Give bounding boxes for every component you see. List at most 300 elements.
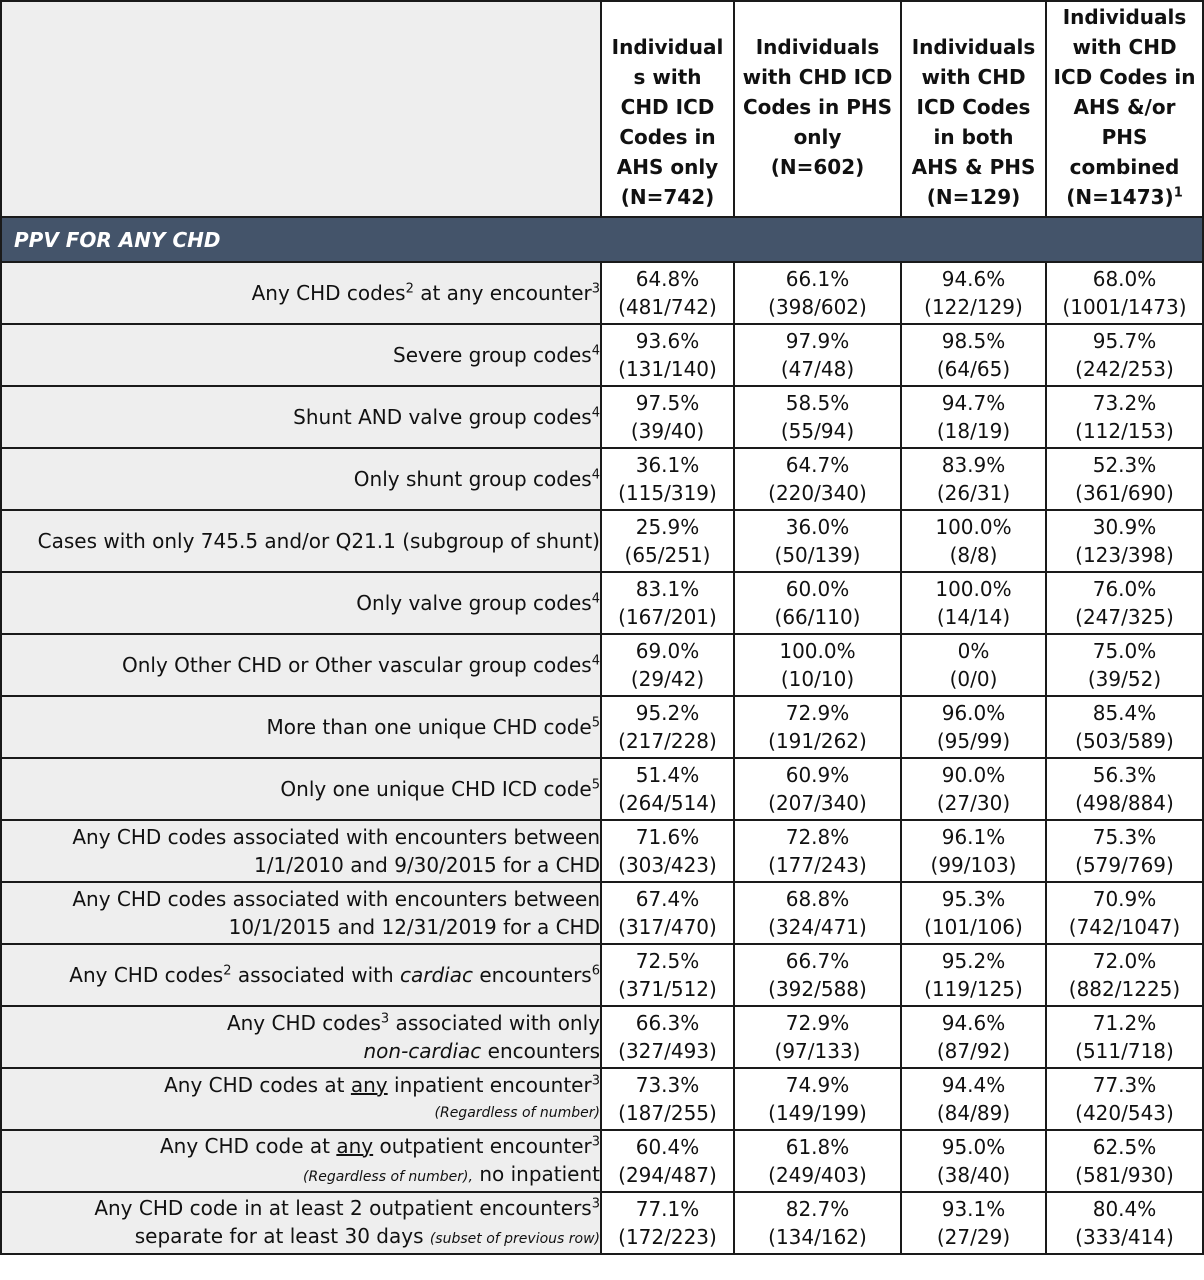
value-cell: [601, 510, 734, 572]
fraction: (327/493): [618, 1039, 717, 1063]
fraction: (177/243): [768, 853, 867, 877]
value-cell: [601, 944, 734, 1006]
percentage: 66.1%: [785, 267, 850, 291]
percentage: 71.6%: [635, 825, 700, 849]
fraction: (39/40): [630, 419, 705, 443]
value-cell: [901, 572, 1046, 634]
label-text: Only one unique CHD ICD code: [280, 777, 592, 801]
value-cell: [901, 820, 1046, 882]
value-cell: [1046, 1130, 1203, 1192]
percentage: 97.5%: [635, 391, 700, 415]
percentage: 69.0%: [635, 639, 700, 663]
percentage: 56.3%: [1092, 763, 1157, 787]
fraction: (38/40): [936, 1163, 1011, 1187]
value-cell: [1046, 1192, 1203, 1254]
fraction: (47/48): [780, 357, 855, 381]
value-cell: [601, 820, 734, 882]
value-cell: [901, 1130, 1046, 1192]
percentage: 75.3%: [1092, 825, 1157, 849]
percentage: 61.8%: [785, 1135, 850, 1159]
percentage: 36.0%: [785, 515, 850, 539]
table-row: [1, 882, 1203, 944]
label-text: no inpatient: [472, 1161, 600, 1186]
header-line: (N=742): [620, 185, 715, 209]
row-label-line: [2, 1132, 600, 1160]
row-label: [1, 944, 601, 1006]
value-cell: [734, 572, 901, 634]
row-label: [1, 696, 601, 758]
fraction: (99/103): [930, 853, 1017, 877]
label-text: Any CHD code in at least 2 outpatient encounters: [94, 1195, 592, 1220]
header-line: ICD Codes in: [1053, 65, 1196, 89]
label-text: Only Other CHD or Other vascular group codes: [122, 653, 592, 677]
row-label-line: [2, 527, 600, 555]
percentage: 94.7%: [941, 391, 1006, 415]
percentage: 60.0%: [785, 577, 850, 601]
fraction: (55/94): [780, 419, 855, 443]
label-italic: cardiac: [400, 963, 473, 987]
row-label-line: [2, 589, 600, 617]
row-label: [1, 1006, 601, 1068]
row-label: [1, 1130, 601, 1192]
footnote-marker: 3: [380, 1011, 390, 1027]
row-label-line: [2, 961, 600, 989]
percentage: 72.8%: [785, 825, 850, 849]
fraction: (371/512): [618, 977, 717, 1001]
value-cell: [734, 882, 901, 944]
fraction: (498/884): [1075, 791, 1174, 815]
value-cell: [734, 820, 901, 882]
label-text: Cases with only 745.5 and/or Q21.1 (subgroup of shunt): [37, 529, 600, 553]
percentage: 58.5%: [785, 391, 850, 415]
value-cell: [734, 758, 901, 820]
fraction: (242/253): [1075, 357, 1174, 381]
footnote-marker: 3: [591, 1133, 600, 1149]
fraction: (398/602): [768, 295, 867, 319]
table-row: [1, 1068, 1203, 1130]
label-note: (subset of previous row): [429, 1230, 600, 1247]
row-label-line: [2, 1222, 600, 1253]
percentage: 83.9%: [941, 453, 1006, 477]
value-cell: [734, 696, 901, 758]
header-line: (N=129): [926, 185, 1021, 209]
fraction: (18/19): [936, 419, 1011, 443]
value-cell: [1046, 448, 1203, 510]
fraction: (65/251): [624, 543, 711, 567]
label-text: encounters: [481, 1039, 600, 1063]
percentage: 97.9%: [785, 329, 850, 353]
fraction: (324/471): [768, 915, 867, 939]
label-text: associated with: [231, 963, 401, 987]
value-cell: [1046, 696, 1203, 758]
percentage: 52.3%: [1092, 453, 1157, 477]
footnote-marker: 3: [591, 1073, 600, 1089]
value-cell: [601, 324, 734, 386]
label-italic: non-cardiac: [363, 1039, 482, 1063]
fraction: (511/718): [1075, 1039, 1174, 1063]
fraction: (303/423): [618, 853, 717, 877]
row-label-line: [2, 403, 600, 431]
row-label-line: [2, 775, 600, 803]
footnote-marker: 5: [591, 715, 600, 731]
header-line: (N=602): [770, 155, 865, 179]
header-ahs-and-phs: [901, 1, 1046, 217]
percentage: 93.6%: [635, 329, 700, 353]
header-line: with CHD ICD: [742, 65, 893, 89]
percentage: 85.4%: [1092, 701, 1157, 725]
value-cell: [901, 262, 1046, 324]
fraction: (123/398): [1075, 543, 1174, 567]
label-text: 1/1/2010 and 9/30/2015 for a CHD: [254, 853, 600, 877]
value-cell: [601, 262, 734, 324]
value-cell: [734, 1192, 901, 1254]
fraction: (392/588): [768, 977, 867, 1001]
percentage: 66.7%: [785, 949, 850, 973]
value-cell: [734, 1130, 901, 1192]
value-cell: [734, 1006, 901, 1068]
footnote-marker: 4: [591, 653, 600, 669]
value-cell: [1046, 386, 1203, 448]
footnote-marker: 6: [591, 963, 600, 979]
row-label-line: [2, 341, 600, 369]
fraction: (97/133): [774, 1039, 861, 1063]
header-line: AHS only: [616, 155, 719, 179]
row-label-line: [2, 851, 600, 879]
value-cell: [734, 324, 901, 386]
value-cell: [1046, 820, 1203, 882]
header-line: s with: [633, 65, 702, 89]
fraction: (39/52): [1087, 667, 1162, 691]
row-label: [1, 1068, 601, 1130]
value-cell: [901, 386, 1046, 448]
percentage: 80.4%: [1092, 1197, 1157, 1221]
row-label: [1, 820, 601, 882]
label-text: Severe group codes: [393, 343, 592, 367]
value-cell: [601, 1006, 734, 1068]
percentage: 74.9%: [785, 1073, 850, 1097]
fraction: (14/14): [936, 605, 1011, 629]
percentage: 66.3%: [635, 1011, 700, 1035]
row-label: [1, 510, 601, 572]
fraction: (64/65): [936, 357, 1011, 381]
row-label: [1, 1192, 601, 1254]
percentage: 68.8%: [785, 887, 850, 911]
percentage: 100.0%: [779, 639, 856, 663]
table-row: [1, 1130, 1203, 1192]
percentage: 94.6%: [941, 267, 1006, 291]
value-cell: [601, 882, 734, 944]
label-text: associated with only: [389, 1011, 600, 1035]
row-label-line: [2, 1009, 600, 1037]
row-label-line: [2, 651, 600, 679]
percentage: 94.6%: [941, 1011, 1006, 1035]
value-cell: [901, 758, 1046, 820]
value-cell: [901, 882, 1046, 944]
fraction: (882/1225): [1068, 977, 1181, 1001]
percentage: 75.0%: [1092, 639, 1157, 663]
percentage: 25.9%: [635, 515, 700, 539]
fraction: (87/92): [936, 1039, 1011, 1063]
header-line: AHS & PHS: [911, 155, 1036, 179]
value-cell: [901, 696, 1046, 758]
value-cell: [601, 1130, 734, 1192]
fraction: (27/30): [936, 791, 1011, 815]
value-cell: [601, 448, 734, 510]
row-label: [1, 324, 601, 386]
label-text: encounters: [473, 963, 592, 987]
value-cell: [601, 386, 734, 448]
header-line: ICD Codes: [916, 95, 1031, 119]
percentage: 100.0%: [935, 577, 1012, 601]
header-line: [1047, 182, 1202, 212]
percentage: 96.1%: [941, 825, 1006, 849]
label-text: Any CHD codes: [69, 963, 224, 987]
table-row: [1, 696, 1203, 758]
table-row: [1, 1006, 1203, 1068]
percentage: 71.2%: [1092, 1011, 1157, 1035]
fraction: (579/769): [1075, 853, 1174, 877]
percentage: 93.1%: [941, 1197, 1006, 1221]
value-cell: [1046, 944, 1203, 1006]
fraction: (264/514): [618, 791, 717, 815]
fraction: (249/403): [768, 1163, 867, 1187]
percentage: 62.5%: [1092, 1135, 1157, 1159]
header-line: Codes in: [619, 125, 716, 149]
label-note: (Regardless of number): [434, 1105, 600, 1121]
row-label-line: [2, 1194, 600, 1222]
fraction: (167/201): [618, 605, 717, 629]
header-combined: [1046, 1, 1203, 217]
fraction: (29/42): [630, 667, 705, 691]
percentage: 68.0%: [1092, 267, 1157, 291]
value-cell: [601, 572, 734, 634]
percentage: 36.1%: [635, 453, 700, 477]
label-text: Any CHD codes: [226, 1011, 381, 1035]
fraction: (294/487): [618, 1163, 717, 1187]
fraction: (581/930): [1075, 1163, 1174, 1187]
percentage: 70.9%: [1092, 887, 1157, 911]
percentage: 77.3%: [1092, 1073, 1157, 1097]
footnote-marker: 4: [591, 343, 600, 359]
value-cell: [734, 1068, 901, 1130]
percentage: 60.9%: [785, 763, 850, 787]
header-line: Individuals: [755, 35, 880, 59]
percentage: 100.0%: [935, 515, 1012, 539]
value-cell: [734, 510, 901, 572]
percentage: 96.0%: [941, 701, 1006, 725]
percentage: 95.2%: [635, 701, 700, 725]
footnote-marker: 5: [591, 777, 600, 793]
percentage: 72.9%: [785, 701, 850, 725]
percentage: 90.0%: [941, 763, 1006, 787]
header-line: with CHD: [921, 65, 1026, 89]
fraction: (220/340): [768, 481, 867, 505]
header-line: CHD ICD: [620, 95, 715, 119]
row-label: [1, 386, 601, 448]
value-cell: [601, 758, 734, 820]
table-row: [1, 1192, 1203, 1254]
value-cell: [901, 634, 1046, 696]
percentage: 72.9%: [785, 1011, 850, 1035]
row-label: [1, 882, 601, 944]
value-cell: [601, 1068, 734, 1130]
value-cell: [901, 1006, 1046, 1068]
fraction: (131/140): [618, 357, 717, 381]
fraction: (187/255): [618, 1101, 717, 1125]
percentage: 82.7%: [785, 1197, 850, 1221]
footnote-marker: 4: [591, 467, 600, 483]
table-row: [1, 572, 1203, 634]
percentage: 95.0%: [941, 1135, 1006, 1159]
row-label: [1, 634, 601, 696]
fraction: (191/262): [768, 729, 867, 753]
fraction: (317/470): [618, 915, 717, 939]
value-cell: [901, 1068, 1046, 1130]
row-label: [1, 448, 601, 510]
value-cell: [1046, 572, 1203, 634]
fraction: (420/543): [1075, 1101, 1174, 1125]
percentage: 67.4%: [635, 887, 700, 911]
fraction: (361/690): [1075, 481, 1174, 505]
value-cell: [901, 324, 1046, 386]
label-text: Any CHD codes associated with encounters between: [72, 887, 600, 911]
value-cell: [734, 262, 901, 324]
label-underlined: any: [336, 1133, 374, 1158]
fraction: (122/129): [924, 295, 1023, 319]
row-label-line: [2, 1160, 600, 1191]
fraction: (149/199): [768, 1101, 867, 1125]
fraction: (112/153): [1075, 419, 1174, 443]
header-line: AHS &/or: [1073, 95, 1176, 119]
value-cell: [1046, 882, 1203, 944]
row-label-line: [2, 1071, 600, 1099]
fraction: (95/99): [936, 729, 1011, 753]
label-underlined: any: [350, 1073, 388, 1097]
percentage: 83.1%: [635, 577, 700, 601]
footnote-marker: 4: [591, 591, 600, 607]
fraction: (503/589): [1075, 729, 1174, 753]
value-cell: [601, 1192, 734, 1254]
header-row: [1, 1, 1203, 217]
value-cell: [1046, 262, 1203, 324]
value-cell: [1046, 324, 1203, 386]
fraction: (247/325): [1075, 605, 1174, 629]
table-row: [1, 510, 1203, 572]
fraction: (207/340): [768, 791, 867, 815]
fraction: (27/29): [936, 1225, 1011, 1249]
percentage: 64.7%: [785, 453, 850, 477]
fraction: (742/1047): [1068, 915, 1181, 939]
value-cell: [601, 634, 734, 696]
table-row: [1, 448, 1203, 510]
percentage: 94.4%: [941, 1073, 1006, 1097]
percentage: 51.4%: [635, 763, 700, 787]
fraction: (50/139): [774, 543, 861, 567]
row-label-line: [2, 279, 600, 307]
value-cell: [1046, 1068, 1203, 1130]
value-cell: [601, 696, 734, 758]
header-line: with CHD: [1072, 35, 1177, 59]
percentage: 76.0%: [1092, 577, 1157, 601]
percentage: 95.3%: [941, 887, 1006, 911]
label-text: outpatient encounter: [373, 1133, 592, 1158]
footnote-marker: 2: [223, 963, 232, 979]
row-label-line: [2, 1037, 600, 1065]
value-cell: [1046, 1006, 1203, 1068]
row-label-line: [2, 823, 600, 851]
percentage: 77.1%: [635, 1197, 700, 1221]
fraction: (481/742): [618, 295, 717, 319]
value-cell: [734, 386, 901, 448]
fraction: (1001/1473): [1062, 295, 1187, 319]
row-label-line: [2, 713, 600, 741]
fraction: (217/228): [618, 729, 717, 753]
value-cell: [1046, 758, 1203, 820]
header-line: Codes in PHS: [742, 95, 893, 119]
fraction: (172/223): [618, 1225, 717, 1249]
footnote-marker: 4: [591, 405, 600, 421]
percentage: 72.5%: [635, 949, 700, 973]
value-cell: [901, 944, 1046, 1006]
value-cell: [1046, 634, 1203, 696]
label-text: at any encounter: [413, 281, 592, 305]
value-cell: [734, 634, 901, 696]
header-ahs-only: [601, 1, 734, 217]
fraction: (8/8): [949, 543, 998, 567]
table-row: [1, 324, 1203, 386]
label-text: Only valve group codes: [356, 591, 592, 615]
value-cell: [901, 510, 1046, 572]
label-text: 10/1/2015 and 12/31/2019 for a CHD: [228, 915, 600, 939]
fraction: (101/106): [924, 915, 1023, 939]
row-label: [1, 758, 601, 820]
header-corner-cell: [1, 1, 601, 217]
table-row: [1, 386, 1203, 448]
footnote-marker: 3: [591, 1195, 600, 1211]
label-text: Only shunt group codes: [353, 467, 592, 491]
percentage: 30.9%: [1092, 515, 1157, 539]
row-label-line: [2, 885, 600, 913]
row-label-line: [2, 465, 600, 493]
header-line: only: [793, 125, 842, 149]
label-text: Any CHD codes associated with encounters between: [72, 825, 600, 849]
label-text: Any CHD codes at: [164, 1073, 351, 1097]
row-label-line: [2, 913, 600, 941]
percentage: 98.5%: [941, 329, 1006, 353]
footnote-marker: 3: [591, 281, 600, 297]
header-n-total: (N=1473): [1066, 185, 1174, 209]
header-line: Individual: [611, 35, 724, 59]
header-line: in both: [933, 125, 1014, 149]
percentage: 72.0%: [1092, 949, 1157, 973]
label-text: More than one unique CHD code: [266, 715, 592, 739]
value-cell: [734, 448, 901, 510]
label-text: Shunt AND valve group codes: [293, 405, 592, 429]
section-header-row: [1, 217, 1203, 262]
fraction: (115/319): [618, 481, 717, 505]
table-row: [1, 758, 1203, 820]
table-row: [1, 820, 1203, 882]
table-row: [1, 634, 1203, 696]
header-line: Individuals: [1062, 5, 1187, 29]
footnote-marker: 1: [1173, 185, 1183, 201]
table-row: [1, 262, 1203, 324]
fraction: (333/414): [1075, 1225, 1174, 1249]
percentage: 60.4%: [635, 1135, 700, 1159]
fraction: (119/125): [924, 977, 1023, 1001]
percentage: 95.2%: [941, 949, 1006, 973]
percentage: 95.7%: [1092, 329, 1157, 353]
